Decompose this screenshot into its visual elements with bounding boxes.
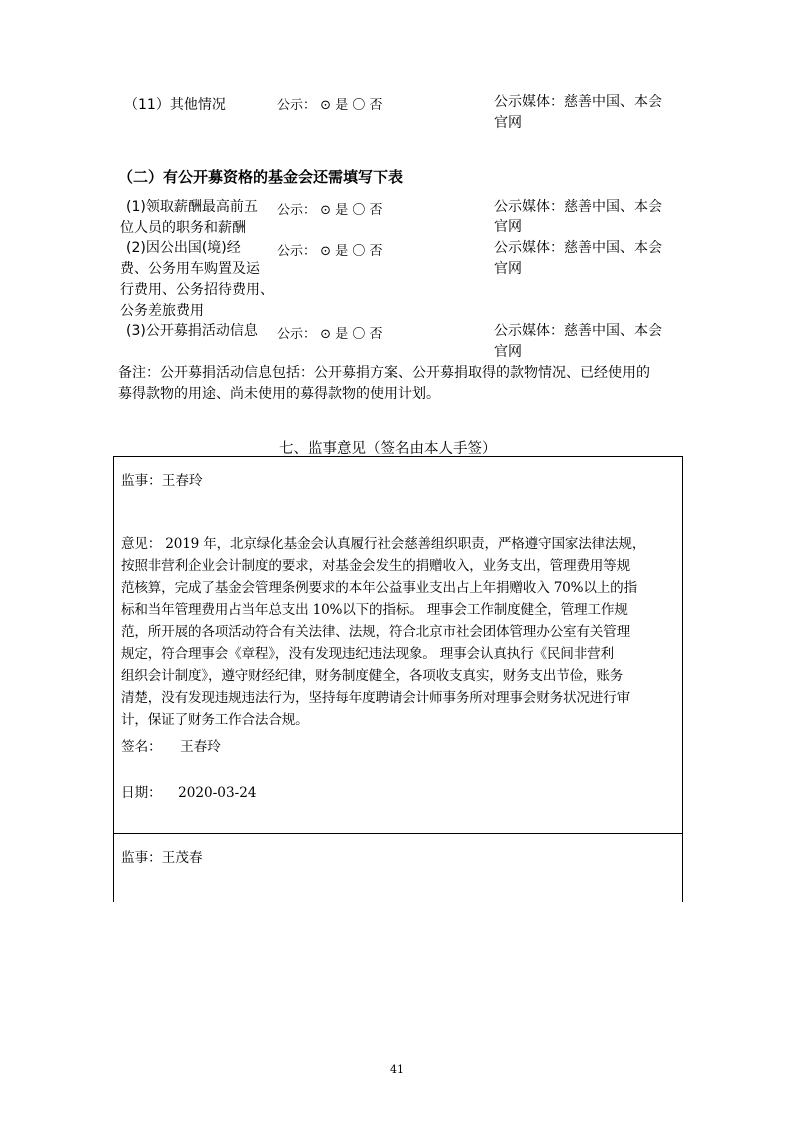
opinion-line: 计，保证了财务工作合法合规。	[121, 712, 309, 728]
media-line: 官网	[494, 115, 522, 131]
yes-radio-icon[interactable]: ⊙	[320, 203, 332, 218]
opinion-line: 组织会计制度》，遵守财经纪律，财务制度健全，各项收支真实，财务支出节俭，账务	[121, 668, 624, 684]
no-label: 否	[369, 203, 383, 218]
note	[118, 363, 650, 405]
publicity-choice	[277, 94, 383, 113]
publicity-label: 公示：	[277, 203, 317, 218]
media-line: 公示媒体：慈善中国、本会	[494, 323, 662, 339]
no-label: 否	[369, 244, 383, 259]
media-line: 公示媒体：慈善中国、本会	[494, 199, 662, 215]
no-radio-icon[interactable]: 〇	[352, 203, 366, 218]
signature-name: 王春玲	[180, 739, 221, 755]
note-line: 募得款物的用途、尚未使用的募得款物的使用计划。	[118, 386, 440, 402]
no-label: 否	[369, 98, 383, 113]
note-line: 备注：公开募捐活动信息包括：公开募捐方案、公开募捐取得的款物情况、已经使用的	[118, 365, 650, 381]
opinion-line: 标和当年管理费用占当年总支出 10%以下的指标。 理事会工作制度健全，管理工作规	[121, 602, 628, 618]
publicity-choice	[277, 199, 383, 218]
publicity-media	[494, 217, 662, 280]
publicity-label: 公示：	[277, 327, 317, 342]
yes-radio-icon[interactable]: ⊙	[320, 98, 332, 113]
yes-label: 是	[335, 98, 349, 113]
yes-label: 是	[335, 203, 349, 218]
publicity-label: 公示：	[277, 244, 317, 259]
item-label	[120, 197, 258, 239]
page-number: 41	[390, 1063, 404, 1076]
no-radio-icon[interactable]: 〇	[352, 98, 366, 113]
supervisor-name: 监事：王春玲	[121, 473, 203, 489]
label-line: (2)因公出国(境)经	[126, 240, 241, 256]
publicity-media	[494, 92, 662, 134]
signature-label: 签名：	[121, 739, 162, 755]
media-line: 官网	[494, 261, 522, 277]
item-label	[126, 321, 258, 342]
date-line	[121, 781, 257, 801]
date-value: 2020-03-24	[178, 785, 257, 801]
media-line: 官网	[494, 219, 522, 235]
signature-line	[121, 735, 221, 755]
opinion-line: 规定，符合理事会《章程》，没有发现违纪违法现象。 理事会认真执行《民间非营利	[121, 646, 614, 662]
opinion-line: 按照非营利企业会计制度的要求，对基金会发生的捐赠收入，业务支出，管理费用等规	[121, 558, 630, 574]
item-other-label: （11）其他情况	[124, 97, 226, 113]
opinion-line: 意见： 2019 年，北京绿化基金会认真履行社会慈善组织职责，严格遵守国家法律法规，	[121, 536, 646, 552]
media-line: 公示媒体：慈善中国、本会	[494, 240, 662, 256]
label-line: (1)领取薪酬最高前五	[126, 199, 258, 215]
supervisor-name: 监事：王茂春	[121, 850, 203, 866]
item-label	[120, 238, 274, 322]
opinion-line: 范核算，完成了基金会管理条例要求的本年公益事业支出占上年捐赠收入 70%以上的指	[121, 580, 637, 596]
section-heading: 七、监事意见（签名由本人手签）	[279, 441, 497, 457]
media-line: 官网	[494, 344, 522, 360]
label-line: 公务差旅费用	[120, 303, 204, 319]
yes-radio-icon[interactable]: ⊙	[320, 327, 332, 342]
no-radio-icon[interactable]: 〇	[352, 244, 366, 259]
label-line: (3)公开募捐活动信息	[126, 323, 258, 339]
supervisor-opinion-box	[113, 832, 683, 902]
media-line: 公示媒体：慈善中国、本会	[494, 94, 662, 110]
section-heading: （二）有公开募资格的基金会还需填写下表	[118, 168, 404, 186]
publicity-choice	[277, 323, 383, 342]
yes-label: 是	[335, 244, 349, 259]
publicity-label: 公示：	[277, 98, 317, 113]
no-label: 否	[369, 327, 383, 342]
opinion-line: 范，所开展的各项活动符合有关法律、法规，符合北京市社会团体管理办公室有关管理	[121, 624, 630, 640]
date-label: 日期：	[121, 785, 162, 801]
publicity-media	[494, 321, 662, 363]
publicity-choice	[277, 240, 383, 259]
opinion-text	[121, 533, 645, 731]
publicity-media	[494, 197, 662, 218]
no-radio-icon[interactable]: 〇	[352, 327, 366, 342]
label-line: 行费用、公务招待费用、	[120, 282, 274, 298]
opinion-line: 清楚，没有发现违规违法行为，坚持每年度聘请会计师事务所对理事会财务状况进行审	[121, 690, 630, 706]
yes-label: 是	[335, 327, 349, 342]
yes-radio-icon[interactable]: ⊙	[320, 244, 332, 259]
label-line: 位人员的职务和薪酬	[120, 220, 246, 236]
label-line: 费、公务用车购置及运	[120, 261, 260, 277]
